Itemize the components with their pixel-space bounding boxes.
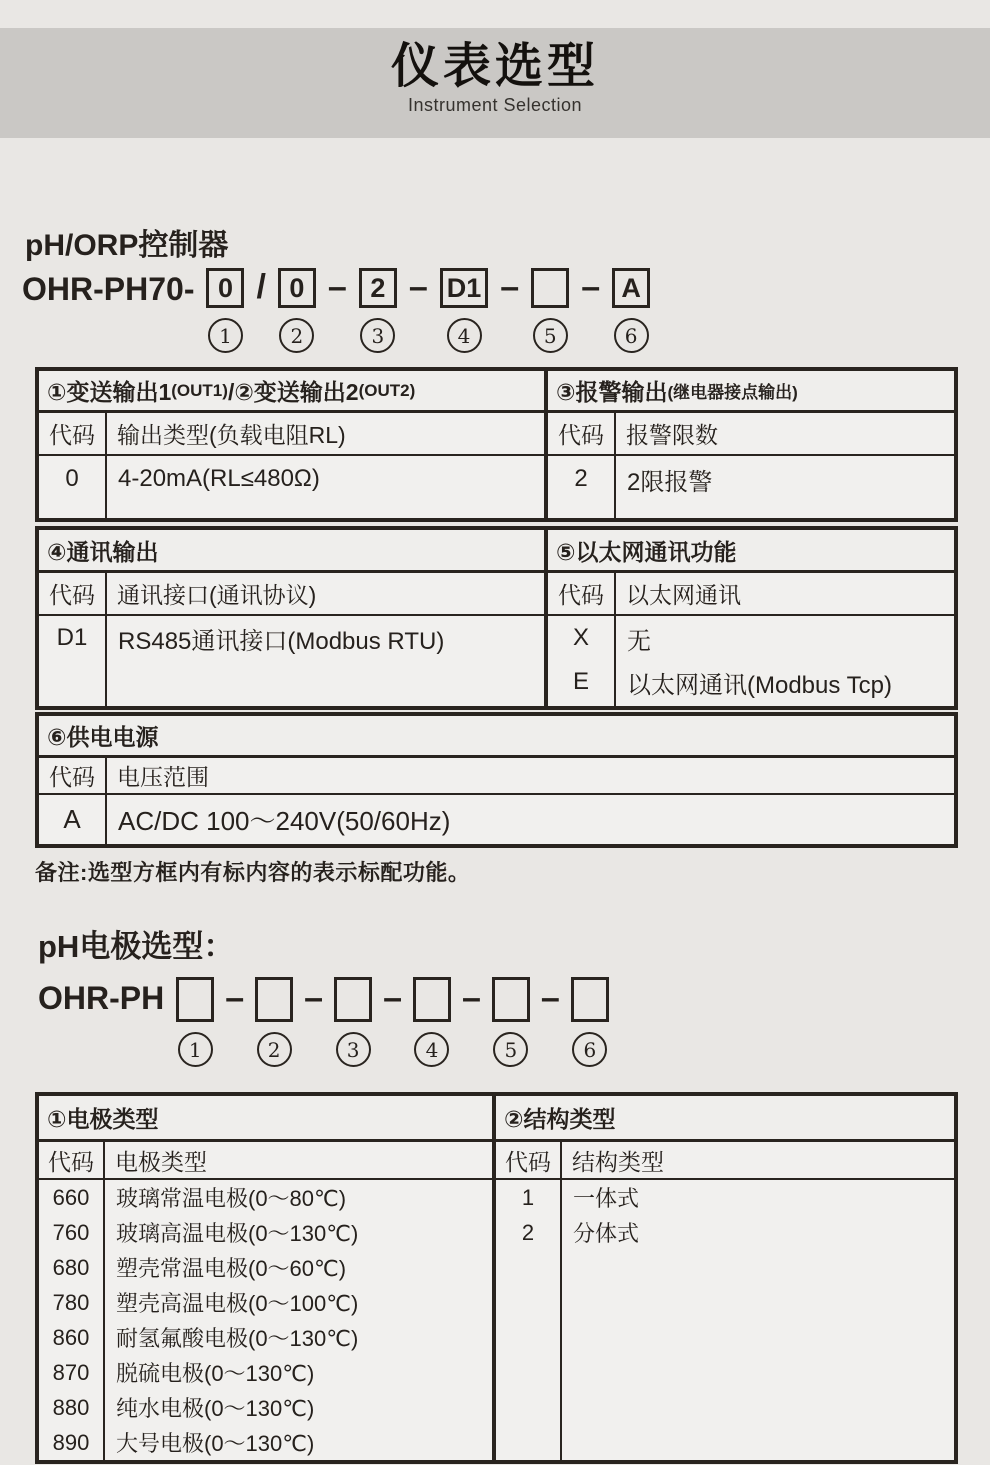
slot-number-circle: 5 xyxy=(493,1032,528,1067)
model-slot-box: 0 xyxy=(206,268,244,308)
slot-separator: – xyxy=(540,979,560,1017)
model-slot-5 xyxy=(531,268,569,353)
slot-number-circle: 3 xyxy=(360,318,395,353)
transmit-alarm-table xyxy=(35,367,958,522)
code-cell: 1 xyxy=(521,1184,535,1210)
section-header: ②结构类型 xyxy=(496,1096,954,1142)
structure-type-section xyxy=(496,1096,954,1460)
slot-number-circle: 6 xyxy=(614,318,649,353)
code-column-header: 代码 xyxy=(548,413,616,454)
code-cell: 870 xyxy=(52,1359,90,1385)
desc-cell: 塑壳常温电极(0～60℃) xyxy=(116,1256,347,1281)
slot-separator: – xyxy=(500,268,520,306)
electrode-section-heading: pH电极选型： xyxy=(38,929,235,964)
slot-separator: / xyxy=(256,268,266,306)
model-slot-box xyxy=(255,977,293,1022)
column-header-row xyxy=(39,758,954,795)
slot-number-circle: 5 xyxy=(533,318,568,353)
model-slot-3 xyxy=(359,268,397,353)
electrode-model-prefix: OHR-PH xyxy=(38,980,165,1016)
section-header: ⑤以太网通讯功能 xyxy=(548,530,954,573)
section-header xyxy=(39,371,544,413)
model-slot-box xyxy=(571,977,609,1022)
slot-number-circle: 2 xyxy=(279,318,314,353)
slot-separator: – xyxy=(408,268,428,306)
model-slot-4 xyxy=(440,268,489,353)
table-body xyxy=(39,616,544,706)
code-column-header: 代码 xyxy=(496,1142,562,1178)
model-slot-box xyxy=(413,977,451,1022)
page-title: 仪表选型 xyxy=(390,40,599,93)
code-cell: 2 xyxy=(521,1219,535,1245)
controller-section-heading: pH/ORP控制器 xyxy=(25,229,229,262)
slot-separator: – xyxy=(304,979,324,1017)
model-slot-box: D1 xyxy=(440,268,489,308)
electrode-slot-5 xyxy=(492,977,530,1067)
column-header-row xyxy=(39,1142,492,1180)
slot-separator: – xyxy=(581,268,601,306)
controller-model-prefix: OHR-PH70- xyxy=(22,271,195,307)
code-cell: 780 xyxy=(52,1289,90,1315)
comm-ethernet-table xyxy=(35,526,958,710)
model-slot-box xyxy=(176,977,214,1022)
electrode-slot-3 xyxy=(334,977,372,1067)
code-cell: 860 xyxy=(52,1324,90,1350)
power-supply-table xyxy=(35,712,958,848)
code-column-header: 代码 xyxy=(39,573,107,614)
controller-model-code-line xyxy=(22,268,650,353)
section-header: ⑥供电电源 xyxy=(39,716,954,758)
table-body xyxy=(39,456,544,518)
desc-cell: 纯水电极(0～130℃) xyxy=(116,1396,315,1421)
slot-separator: – xyxy=(383,979,402,1017)
transmit-output-section xyxy=(39,371,548,518)
desc-column-header: 结构类型 xyxy=(572,1148,664,1175)
slot-separator: – xyxy=(225,979,245,1017)
column-header-row xyxy=(548,573,954,616)
section-header: ④通讯输出 xyxy=(39,530,544,573)
code-cell: 660 xyxy=(52,1184,90,1210)
code-column-header: 代码 xyxy=(39,413,107,454)
slot-number-circle: 3 xyxy=(336,1032,371,1067)
electrode-model-code-line xyxy=(38,977,609,1067)
desc-cell: 一体式 xyxy=(573,1186,640,1211)
section-header-text: ③报警输出 xyxy=(556,379,668,405)
section-header-small: (继电器接点输出) xyxy=(667,383,798,402)
column-header-row xyxy=(39,413,544,456)
desc-cell: AC/DC 100～240V(50/60Hz) xyxy=(118,805,451,836)
column-header-row xyxy=(548,413,954,456)
desc-cell: 脱硫电极(0～130℃) xyxy=(116,1361,315,1386)
slot-number-circle: 6 xyxy=(572,1032,607,1067)
desc-cell: 玻璃常温电极(0～80℃) xyxy=(116,1186,347,1211)
electrode-slot-2 xyxy=(255,977,293,1067)
model-slot-box xyxy=(492,977,530,1022)
code-cell: D1 xyxy=(56,624,88,651)
desc-cell: 大号电极(0～130℃) xyxy=(116,1431,315,1456)
model-slot-box: 2 xyxy=(359,268,397,308)
desc-column-header: 电压范围 xyxy=(117,764,209,790)
model-slot-6 xyxy=(612,268,650,353)
desc-cell: 分体式 xyxy=(573,1221,640,1246)
code-cell: E xyxy=(572,668,589,695)
code-cell: 0 xyxy=(65,465,79,492)
desc-cell: 无 xyxy=(627,627,651,655)
section-header-small: (OUT1) xyxy=(171,380,228,400)
note-text: 备注:选型方框内有标内容的表示标配功能。 xyxy=(35,860,471,885)
slot-number-circle: 4 xyxy=(447,318,482,353)
section-header-text: /②变送输出2 xyxy=(227,379,359,405)
code-cell: 680 xyxy=(52,1254,90,1280)
slot-number-circle: 4 xyxy=(414,1032,449,1067)
desc-column-header: 输出类型(负载电阻RL) xyxy=(117,422,346,448)
code-cell: X xyxy=(572,624,589,651)
page-subtitle: Instrument Selection xyxy=(407,95,583,115)
electrode-slot-6 xyxy=(571,977,609,1067)
model-slot-2 xyxy=(278,268,316,353)
table-body xyxy=(496,1180,954,1460)
electrode-type-section xyxy=(39,1096,496,1460)
model-slot-box xyxy=(531,268,569,308)
slot-number-circle: 1 xyxy=(208,318,243,353)
code-cell: 880 xyxy=(52,1394,90,1420)
slot-number-circle: 2 xyxy=(257,1032,292,1067)
desc-cell: 2限报警 xyxy=(627,468,713,496)
table-body xyxy=(39,1180,492,1460)
desc-cell: 4-20mA(RL≤480Ω) xyxy=(118,465,320,492)
desc-cell: 以太网通讯(Modbus Tcp) xyxy=(627,671,892,699)
comm-output-section xyxy=(39,530,548,706)
electrode-slot-1 xyxy=(176,977,214,1067)
desc-column-header: 电极类型 xyxy=(115,1148,207,1175)
table-body xyxy=(548,456,954,518)
model-slot-1 xyxy=(206,268,244,353)
electrode-structure-table xyxy=(35,1092,958,1464)
column-header-row xyxy=(39,573,544,616)
table-body xyxy=(548,616,954,706)
code-column-header: 代码 xyxy=(39,758,107,793)
column-header-row xyxy=(496,1142,954,1180)
section-header-text: ①变送输出1 xyxy=(47,379,172,405)
ethernet-section xyxy=(548,530,954,706)
slot-separator: – xyxy=(327,268,347,306)
code-column-header: 代码 xyxy=(548,573,616,614)
slot-separator: – xyxy=(461,979,481,1017)
code-column-header: 代码 xyxy=(39,1142,105,1178)
code-cell: A xyxy=(63,803,81,834)
section-header xyxy=(548,371,954,413)
desc-column-header: 以太网通讯 xyxy=(626,582,741,608)
title-band xyxy=(0,28,990,138)
model-slot-box: 0 xyxy=(278,268,316,308)
electrode-slot-4 xyxy=(413,977,451,1067)
model-slot-box: A xyxy=(612,268,650,308)
slot-number-circle: 1 xyxy=(178,1032,213,1067)
desc-cell: 耐氢氟酸电极(0～130℃) xyxy=(116,1326,359,1351)
table-body xyxy=(39,795,954,844)
desc-cell: RS485通讯接口(Modbus RTU) xyxy=(118,627,445,655)
alarm-output-section xyxy=(548,371,954,518)
model-slot-box xyxy=(334,977,372,1022)
section-header-small: (OUT2) xyxy=(358,380,416,400)
desc-column-header: 报警限数 xyxy=(626,422,718,448)
desc-cell: 塑壳高温电极(0～100℃) xyxy=(116,1291,359,1316)
code-cell: 890 xyxy=(52,1429,90,1455)
code-cell: 2 xyxy=(574,465,588,492)
desc-column-header: 通讯接口(通讯协议) xyxy=(117,582,317,608)
desc-cell: 玻璃高温电极(0～130℃) xyxy=(116,1221,359,1246)
section-header: ①电极类型 xyxy=(39,1096,492,1142)
power-supply-section xyxy=(39,716,954,844)
code-cell: 760 xyxy=(52,1219,90,1245)
